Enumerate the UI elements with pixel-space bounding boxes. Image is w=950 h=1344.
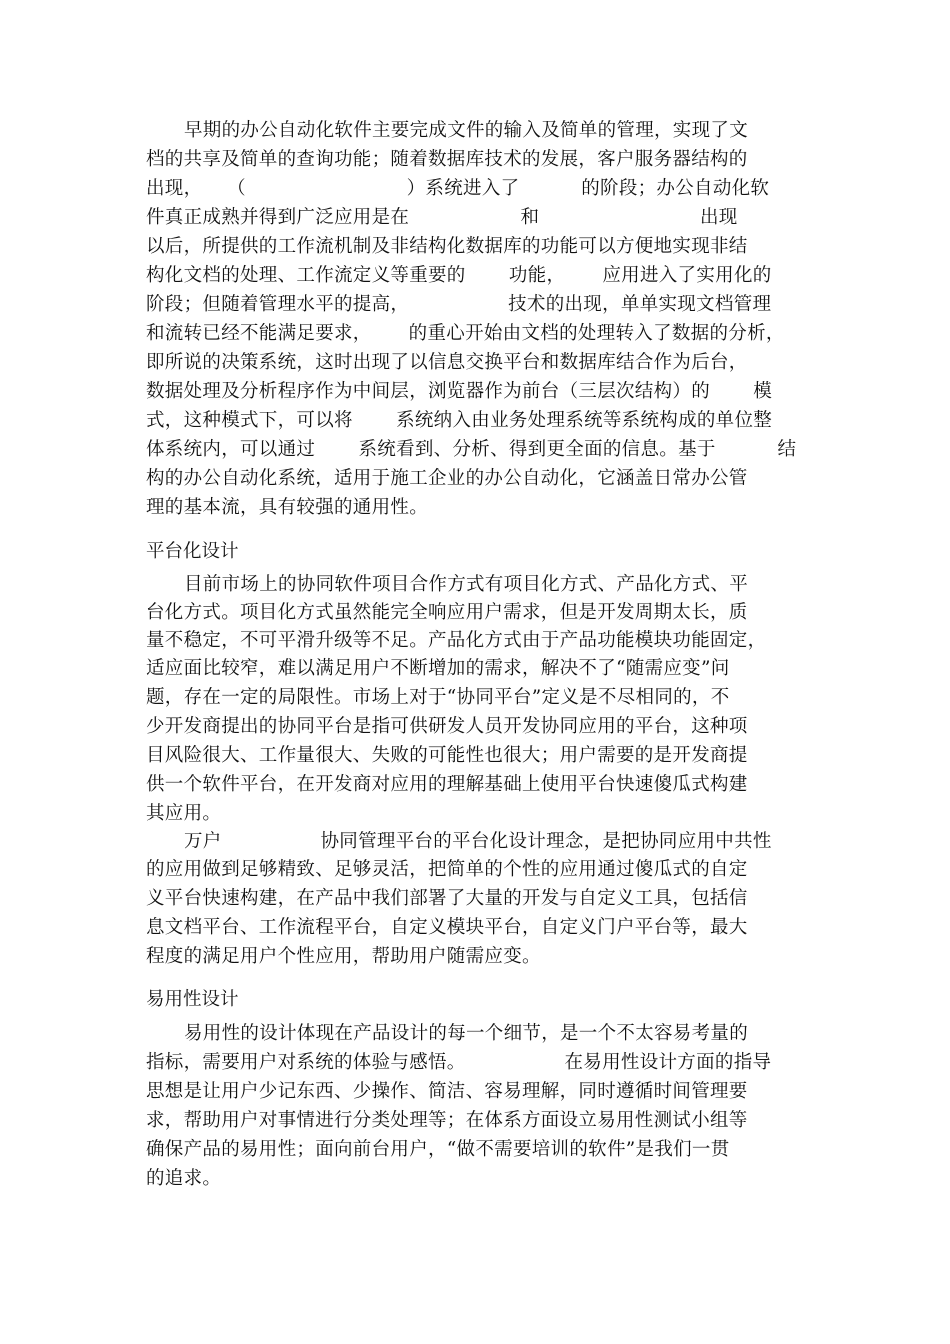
paragraph-line: 即所说的决策系统，这时出现了以信息交换平台和数据库结合作为后台， (146, 352, 748, 373)
paragraph-line: 构化文档的处理、工作流定义等重要的 功能， 应用进入了实用化的 (146, 265, 772, 286)
section-heading-usability: 易用性设计 (146, 989, 239, 1010)
paragraph-line: 供一个软件平台，在开发商对应用的理解基础上使用平台快速傻瓜式构建 (146, 774, 748, 795)
paragraph-line: 题，存在一定的局限性。市场上对于“协同平台”定义是不尽相同的，不 (146, 687, 730, 708)
paragraph-line: 程度的满足用户个性应用，帮助用户随需应变。 (146, 946, 541, 967)
paragraph-line: 阶段；但随着管理水平的提高， 技术的出现，单单实现文档管理 (146, 294, 772, 315)
paragraph-line: 思想是让用户少记东西、少操作、简洁、容易理解，同时遵循时间管理要 (146, 1081, 748, 1102)
paragraph-line: 万户 协同管理平台的平台化设计理念，是把协同应用中共性 (184, 831, 772, 852)
paragraph-line: 和流转已经不能满足要求， 的重心开始由文档的处理转入了数据的分析， (146, 323, 785, 344)
paragraph-line: 档的共享及简单的查询功能；随着数据库技术的发展，客户服务器结构的 (146, 149, 748, 170)
paragraph-line: 件真正成熟并得到广泛应用是在 和 出现 (146, 207, 738, 228)
paragraph-line: 息文档平台、工作流程平台，自定义模块平台，自定义门户平台等，最大 (146, 917, 748, 938)
paragraph-line: 出现， （ ）系统进入了 的阶段；办公自动化软 (146, 178, 770, 199)
paragraph-line: 以后，所提供的工作流机制及非结构化数据库的功能可以方便地实现非结 (146, 236, 748, 257)
paragraph-line: 指标，需要用户对系统的体验与感悟。 在易用性设计方面的指导 (146, 1052, 772, 1073)
paragraph-line: 数据处理及分析程序作为中间层，浏览器作为前台（三层次结构）的 模 (146, 381, 773, 402)
paragraph-line: 义平台快速构建，在产品中我们部署了大量的开发与自定义工具，包括信 (146, 888, 748, 909)
paragraph-line: 求，帮助用户对事情进行分类处理等；在体系方面设立易用性测试小组等 (146, 1110, 748, 1131)
paragraph-line: 理的基本流，具有较强的通用性。 (146, 497, 429, 518)
paragraph-line: 早期的办公自动化软件主要完成文件的输入及简单的管理，实现了文 (184, 120, 749, 141)
paragraph-line: 台化方式。项目化方式虽然能完全响应用户需求，但是开发周期太长，质 (146, 602, 748, 623)
paragraph-line: 构的办公自动化系统，适用于施工企业的办公自动化，它涵盖日常办公管 (146, 468, 748, 489)
paragraph-line: 目前市场上的协同软件项目合作方式有项目化方式、产品化方式、平 (184, 574, 749, 595)
paragraph-line: 确保产品的易用性；面向前台用户，“做不需要培训的软件”是我们一贯 (146, 1139, 730, 1160)
paragraph-line: 适应面比较窄，难以满足用户不断增加的需求，解决不了“随需应变”问 (146, 658, 730, 679)
paragraph-line: 目风险很大、工作量很大、失败的可能性也很大；用户需要的是开发商提 (146, 745, 748, 766)
paragraph-line: 其应用。 (146, 803, 222, 824)
paragraph-line: 式，这种模式下，可以将 系统纳入由业务处理系统等系统构成的单位整 (146, 410, 773, 431)
paragraph-line: 量不稳定，不可平滑升级等不足。产品化方式由于产品功能模块功能固定， (146, 630, 767, 651)
section-heading-platform: 平台化设计 (146, 541, 239, 562)
paragraph-line: 的应用做到足够精致、足够灵活，把简单的个性的应用通过傻瓜式的自定 (146, 859, 748, 880)
paragraph-line: 的追求。 (146, 1168, 222, 1189)
paragraph-line: 少开发商提出的协同平台是指可供研发人员开发协同应用的平台，这种项 (146, 716, 748, 737)
paragraph-line: 易用性的设计体现在产品设计的每一个细节，是一个不太容易考量的 (184, 1023, 749, 1044)
paragraph-line: 体系统内，可以通过 系统看到、分析、得到更全面的信息。基于 结 (146, 439, 797, 460)
